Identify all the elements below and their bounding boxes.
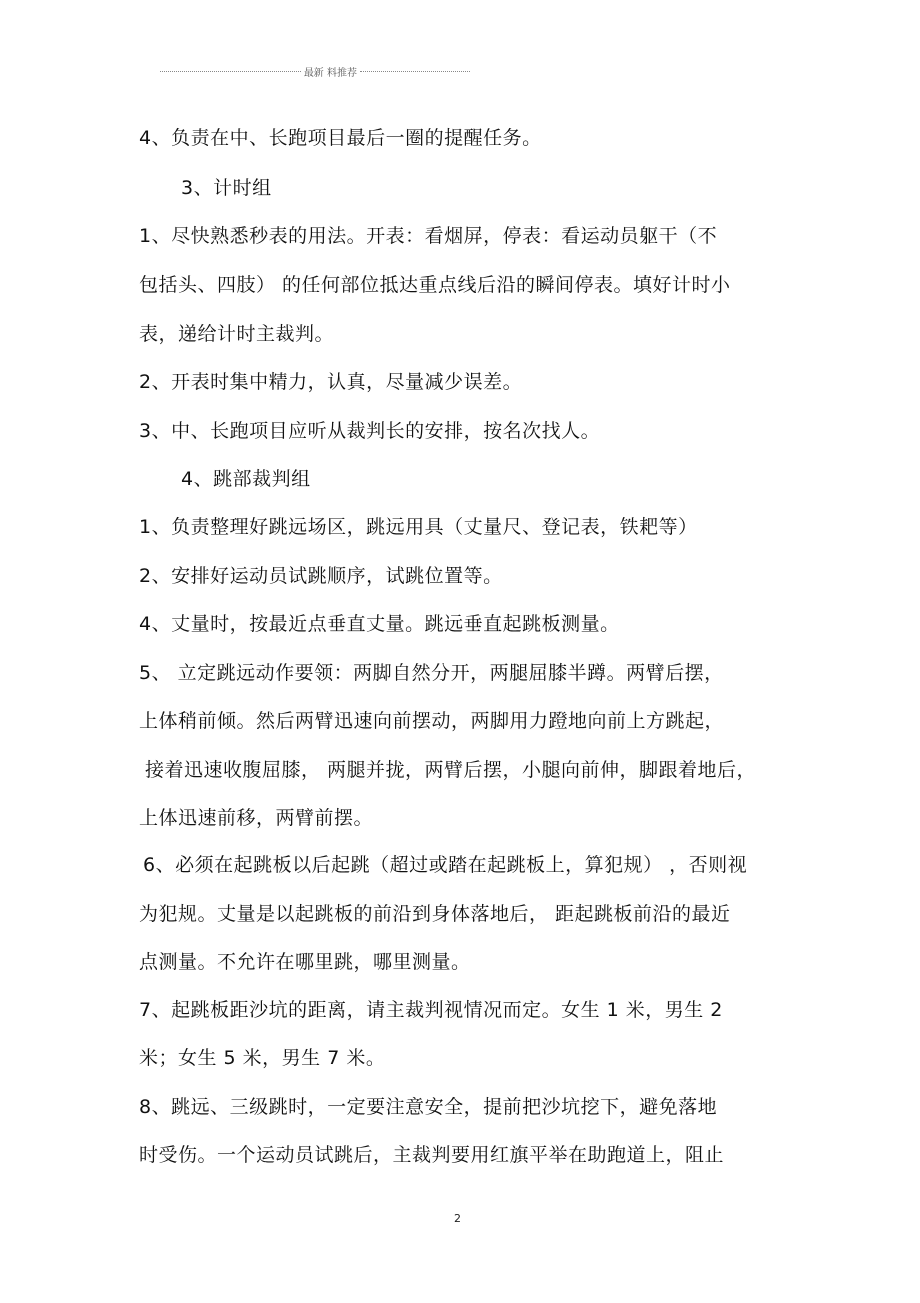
body-line: 接着迅速收腹屈膝， 两腿并拢，两臂后摆，小腿向前伸，脚跟着地后， xyxy=(145,759,757,781)
body-line: 7、起跳板距沙坑的距离，请主裁判视情况而定。女生 1 米，男生 2 xyxy=(139,999,723,1021)
page-header xyxy=(160,64,470,79)
body-line: 包括头、四肢） 的任何部位抵达重点线后沿的瞬间停表。填好计时小 xyxy=(139,274,731,296)
section-heading: 3、计时组 xyxy=(181,177,272,199)
body-line: 为犯规。丈量是以起跳板的前沿到身体落地后， 距起跳板前沿的最近 xyxy=(139,903,731,925)
header-text: 最新 料推荐 xyxy=(303,68,357,79)
body-line: 5、 立定跳远动作要领：两脚自然分开，两腿屈膝半蹲。两臂后摆， xyxy=(139,662,724,684)
body-line: 6、必须在起跳板以后起跳（超过或踏在起跳板上，算犯规） ，否则视 xyxy=(143,854,748,876)
body-line: 点测量。不允许在哪里跳，哪里测量。 xyxy=(139,951,471,973)
body-line: 8、跳远、三级跳时，一定要注意安全，提前把沙坑挖下，避免落地 xyxy=(139,1096,718,1118)
body-line: 2、安排好运动员试跳顺序，试跳位置等。 xyxy=(139,565,503,587)
body-line: 时受伤。一个运动员试跳后，主裁判要用红旗平举在助跑道上，阻止 xyxy=(139,1144,725,1166)
body-line: 上体迅速前移，两臂前摆。 xyxy=(139,807,374,829)
body-line: 表，递给计时主裁判。 xyxy=(139,323,335,345)
body-line: 2、开表时集中精力，认真，尽量减少误差。 xyxy=(139,371,523,393)
section-heading: 4、跳部裁判组 xyxy=(181,468,311,490)
body-line: 3、中、长跑项目应听从裁判长的安排，按名次找人。 xyxy=(139,420,601,442)
body-line: 1、负责整理好跳远场区，跳远用具（丈量尺、登记表，铁耙等） xyxy=(139,516,698,538)
body-line: 米；女生 5 米，男生 7 米。 xyxy=(139,1047,386,1069)
body-line: 1、尽快熟悉秒表的用法。开表：看烟屏，停表：看运动员躯干（不 xyxy=(139,225,718,247)
page-number: 2 xyxy=(454,1212,461,1225)
body-line: 上体稍前倾。然后两臂迅速向前摆动，两脚用力蹬地向前上方跳起， xyxy=(139,710,725,732)
body-line: 4、丈量时，按最近点垂直丈量。跳远垂直起跳板测量。 xyxy=(139,613,620,635)
body-line: 4、负责在中、长跑项目最后一圈的提醒任务。 xyxy=(139,127,542,149)
header-dotted-rule-left xyxy=(160,71,301,72)
header-dotted-rule-right xyxy=(360,71,470,72)
